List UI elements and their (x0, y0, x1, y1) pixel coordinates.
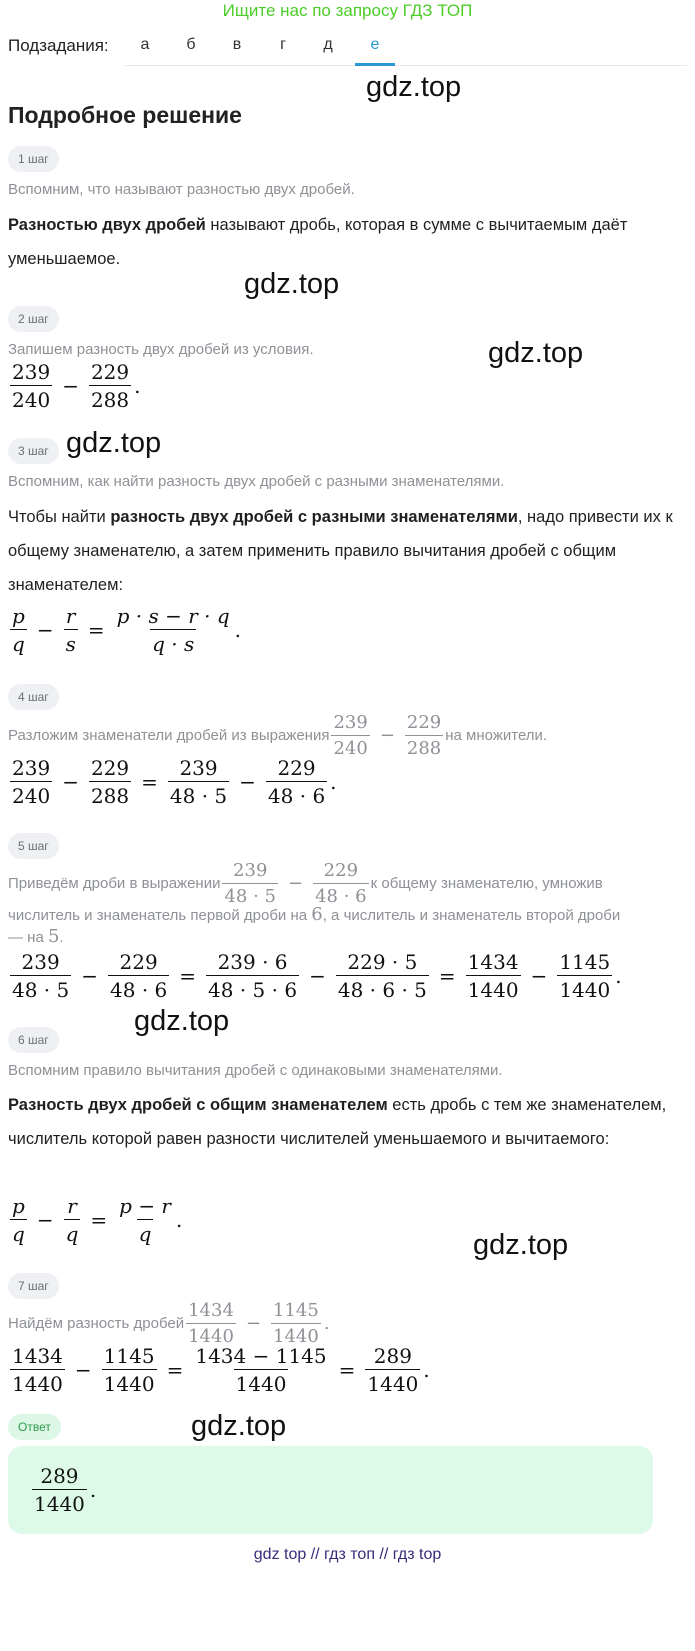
step-intro: Вспомним, как найти разность двух дробей с разными знаменателями. (8, 473, 505, 490)
formula: $\frac{p}{q}$ − $\frac{r}{s}$ = $\frac{p \cdot s - r \cdot q}{q \cdot s}$ . (12, 604, 242, 656)
step-text (8, 1088, 678, 1156)
term-definition: называют дробь, которая в сумме с вычитаемым даёт уменьшаемое. (8, 216, 628, 268)
text-part: числитель и знаменатель первой дроби на (8, 907, 312, 924)
subtasks-tabs (125, 28, 687, 66)
text-part: к общему знаменателю, умножив (370, 875, 603, 892)
step-badge: 5 шаг (8, 833, 59, 859)
subtask-tab-e[interactable]: е (370, 36, 380, 53)
text-part: . (59, 929, 64, 946)
subtasks-label: Подзадания: (8, 36, 109, 55)
step-intro (8, 714, 547, 758)
step-intro: Вспомним, что называют разностью двух дробей. (8, 181, 355, 198)
step-intro: Вспомним правило вычитания дробей с одинаковыми знаменателями. (8, 1062, 503, 1079)
formula: $\frac{239}{240}$ − $\frac{229}{288}$ = $\frac{239}{48 \cdot 5}$ − $\frac{229}{48 \cdot 6}$ . (12, 756, 337, 808)
subtask-tab-g[interactable]: г (280, 36, 286, 53)
watermark: gdz.top (244, 268, 340, 300)
subtask-tab-v[interactable]: в (232, 36, 242, 53)
step-intro (8, 862, 603, 906)
inline-formula: $\frac{239}{240}$ − $\frac{229}{288}$ (333, 712, 442, 759)
subtask-tab-a[interactable]: а (140, 36, 150, 53)
subtask-tab-b[interactable]: б (186, 36, 196, 53)
text-part: на множители. (445, 727, 548, 744)
term-bold: Разность двух дробей с общим знаменателем (8, 1096, 388, 1114)
text-part: Разложим знаменатели дробей из выражения (8, 727, 330, 744)
answer-badge: Ответ (8, 1414, 61, 1440)
text-part: Приведём дроби в выражении (8, 875, 221, 892)
answer-numerator: 289 (40, 1464, 79, 1488)
multiplier: 5 (47, 926, 60, 947)
watermark: gdz.top (488, 337, 584, 369)
step-badge: 1 шаг (8, 146, 59, 172)
inline-formula: $\frac{1434}{1440}$ − $\frac{1145}{1440}$ . (188, 1300, 330, 1347)
watermark: gdz.top (366, 71, 462, 103)
step-intro: Запишем разность двух дробей из условия. (8, 341, 314, 358)
multiplier: 6 (311, 904, 323, 925)
formula: $\frac{1434}{1440}$ − $\frac{1145}{1440}$ = $\frac{1434 - 1145}{1440}$ = $\frac{289}{1440}$ . (12, 1344, 430, 1396)
term-bold: разность двух дробей с разными знаменателями (110, 508, 518, 526)
solution-title: Подробное решение (8, 102, 242, 128)
text-part: , надо привести их к общему знаменателю, а затем применить правило вычитания дробей с общим знаменателем: (8, 508, 673, 594)
step-intro-line2 (8, 905, 620, 926)
step-text (8, 208, 668, 276)
answer-formula: $\frac{289}{1440}$ . (34, 1464, 97, 1516)
subtask-tab-d[interactable]: д (323, 36, 333, 53)
step-badge: 3 шаг (8, 438, 59, 464)
step-text (8, 500, 678, 602)
footer-links[interactable]: gdz top // гдз топ // гдз top (253, 1546, 442, 1563)
watermark: gdz.top (134, 1005, 230, 1037)
watermark: gdz.top (473, 1229, 569, 1261)
text-part: Найдём разность дробей (8, 1315, 185, 1332)
step-badge: 4 шаг (8, 684, 59, 710)
term-bold: Разностью двух дробей (8, 216, 206, 234)
text-part: Чтобы найти (8, 508, 111, 526)
answer-denominator: 1440 (32, 1489, 87, 1514)
formula: $\frac{p}{q}$ − $\frac{r}{q}$ = $\frac{p - r}{q}$ . (12, 1194, 183, 1246)
formula: $\frac{239}{48 \cdot 5}$ − $\frac{229}{48 \cdot 6}$ = $\frac{239 \cdot 6}{48 \cdot 5 \cdot 6}$ − $\frac{229 \cdot 5}{48 \cdot 6 \cdot 5}$ = $\frac{1434}{1440}$ − $\frac{1145}{1440}$ . (12, 950, 622, 1002)
inline-formula: $\frac{239}{48 \cdot 5}$ − $\frac{229}{48 \cdot 6}$ (224, 860, 367, 907)
search-banner: Ищите нас по запросу ГДЗ ТОП (222, 1, 473, 20)
watermark: gdz.top (191, 1410, 287, 1442)
answer-box (8, 1446, 653, 1534)
step-intro (8, 1302, 330, 1346)
step-intro-line3 (8, 927, 64, 948)
active-tab-underline (355, 63, 395, 66)
watermark: gdz.top (66, 427, 162, 459)
step-badge: 7 шаг (8, 1273, 59, 1299)
step-badge: 2 шаг (8, 306, 59, 332)
text-part: , а числитель и знаменатель второй дроби (322, 907, 621, 924)
term-definition: есть дробь с тем же знаменателем, числитель которой равен разности числителей уменьшаемого и вычитаемого: (8, 1096, 667, 1148)
text-part: — на (8, 929, 48, 946)
step-badge: 6 шаг (8, 1027, 59, 1053)
formula: $\frac{239}{240}$ − $\frac{229}{288}$ . (12, 360, 141, 412)
